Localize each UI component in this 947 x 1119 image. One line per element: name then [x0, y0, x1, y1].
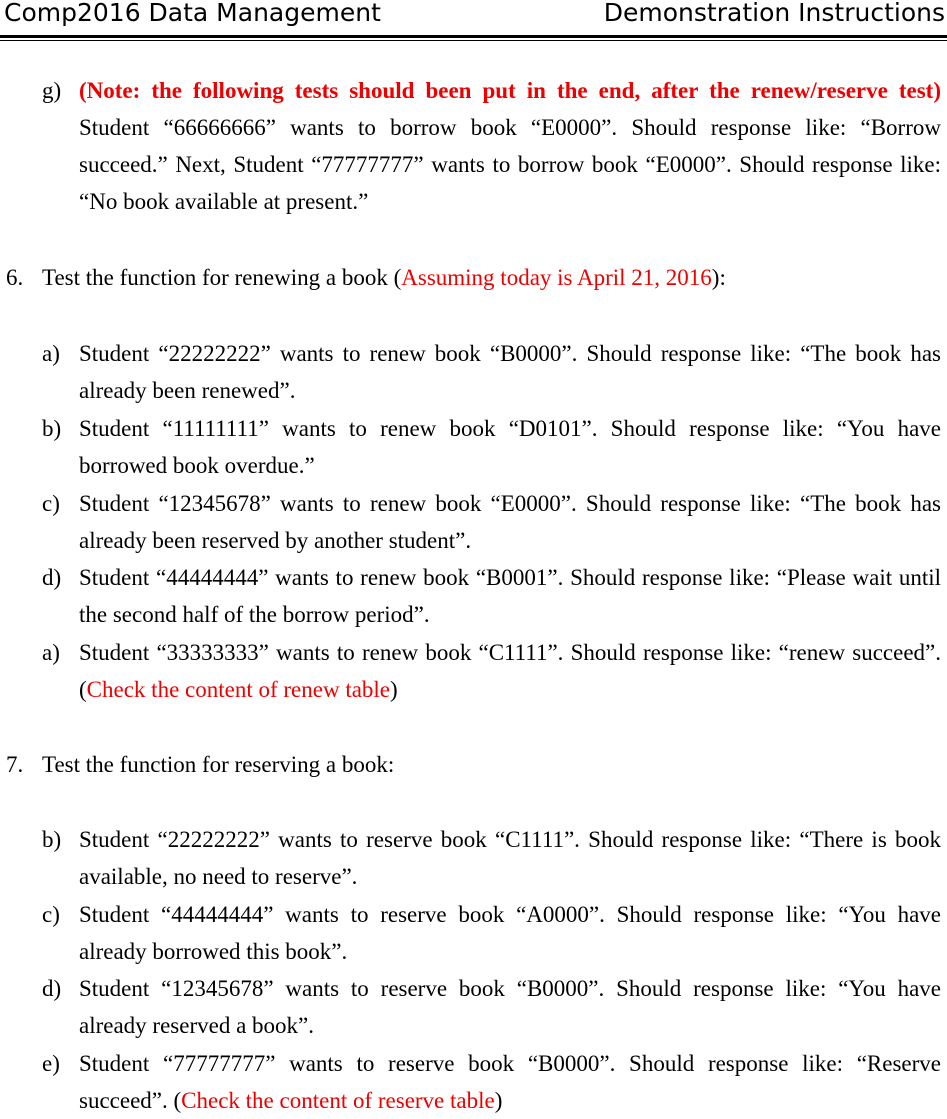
renew-item: Student “44444444” wants to renew book “B0001”. Should response like: “Please wait until the second half of the borrow period”. — [79, 565, 941, 627]
renew-item: Student “22222222” wants to renew book “B0000”. Should response like: “The book has already been renewed”. — [79, 341, 941, 403]
header-rule-thin — [0, 40, 947, 41]
section-7-number: 7. — [6, 752, 24, 777]
reserve-item-marker: e) — [42, 1051, 60, 1076]
page-header — [0, 0, 947, 34]
item-g-body: Student “66666666” wants to borrow book “E0000”. Should response like: “Borrow succeed.” Next, Student “77777777” wants to borrow book “E0000”. Should response like: “No book available at present.” — [79, 115, 941, 214]
section-6-number: 6. — [6, 265, 24, 290]
item-g-marker: g) — [42, 78, 62, 103]
renew-item-marker: a) — [42, 640, 60, 665]
section-6-heading-text: Test the function for renewing a book ( — [42, 265, 402, 290]
section-6-heading — [42, 259, 726, 296]
reserve-item: Student “22222222” wants to reserve book “C1111”. Should response like: “There is book available, no need to reserve”. — [79, 827, 941, 889]
renew-item-close: ) — [390, 677, 398, 702]
renew-item — [79, 634, 941, 708]
header-doc-title: Demonstration Instructions — [603, 0, 945, 27]
renew-item-marker: d) — [42, 565, 62, 590]
renew-item-body: Student “33333333” wants to renew book “C1111”. Should response like: “renew succeed”. ( — [79, 640, 941, 702]
renew-item: Student “12345678” wants to renew book “E0000”. Should response like: “The book has already been reserved by another student”. — [79, 491, 941, 553]
reserve-item: Student “12345678” wants to reserve book “B0000”. Should response like: “You have already reserved a book”. — [79, 976, 941, 1038]
reserve-item: Student “44444444” wants to reserve book “A0000”. Should response like: “You have already borrowed this book”. — [79, 902, 941, 964]
section-6-heading-close: ): — [711, 265, 726, 290]
section-6-date-note: Assuming today is April 21, 2016 — [401, 265, 712, 290]
renew-item-marker: b) — [42, 416, 62, 441]
reserve-item-marker: b) — [42, 827, 62, 852]
reserve-item-marker: c) — [42, 902, 60, 927]
reserve-item-marker: d) — [42, 976, 62, 1001]
reserve-item-close: ) — [494, 1088, 503, 1113]
reserve-table-note: Check the content of reserve table — [181, 1088, 495, 1113]
renew-table-note: Check the content of renew table — [86, 677, 391, 702]
section-7-heading: Test the function for reserving a book: — [42, 752, 395, 777]
reserve-item-body: Student “77777777” wants to reserve book “B0000”. Should response like: “Reserve succeed”. ( — [79, 1051, 941, 1113]
item-g-text — [79, 72, 941, 220]
renew-item-marker: c) — [42, 491, 60, 516]
reserve-item — [79, 1045, 941, 1119]
header-course-title: Comp2016 Data Management — [4, 0, 381, 27]
renew-item-marker: a) — [42, 341, 60, 366]
renew-item: Student “11111111” wants to renew book “D0101”. Should response like: “You have borrowed book overdue.” — [79, 416, 941, 478]
header-rule-thick — [0, 35, 947, 38]
item-g-note: (Note: the following tests should been put in the end, after the renew/reserve test) — [79, 78, 941, 103]
